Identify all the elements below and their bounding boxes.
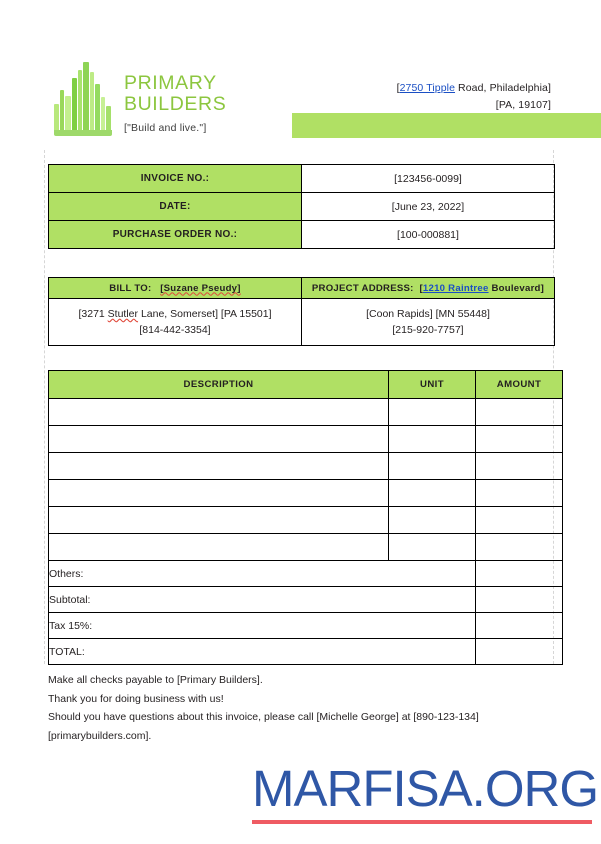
tax-label: Tax 15%: [49,613,476,639]
watermark-underline [252,820,592,824]
table-row [49,165,555,193]
bill-to-street-rest: Lane, Somerset] [PA 15501] [138,308,272,320]
company-name-block [124,73,226,136]
bill-to-project-table [48,277,555,346]
item-description-cell[interactable] [49,399,389,426]
bracket-open: [ [396,82,400,94]
company-address-line2: [PA, 19107] [495,99,551,111]
project-address-label: PROJECT ADDRESS: [311,282,414,294]
project-address-link[interactable]: 1210 Raintree [422,282,489,294]
item-amount-cell[interactable] [476,480,563,507]
page-guide-left [44,150,45,664]
purchase-order-label: PURCHASE ORDER NO.: [49,221,302,249]
tax-value[interactable] [476,613,563,639]
company-logo [52,62,226,136]
total-value[interactable] [476,639,563,665]
item-amount-cell[interactable] [476,534,563,561]
company-address-line1 [301,80,551,97]
header-accent-bar [292,113,601,138]
bill-to-street-prefix: [3271 [78,308,108,320]
notes-line-2: Thank you for doing business with us! [48,692,224,705]
column-header-description: DESCRIPTION [49,371,389,399]
item-unit-cell[interactable] [389,453,476,480]
invoice-notes [48,671,548,745]
site-watermark [252,760,599,824]
item-amount-cell[interactable] [476,426,563,453]
table-row [49,639,563,665]
table-row [49,534,563,561]
column-header-amount: AMOUNT [476,371,563,399]
item-unit-cell[interactable] [389,399,476,426]
invoice-meta-table [48,164,555,249]
company-address-line1-rest: Road, Philadelphia] [455,82,551,94]
invoice-no-value[interactable]: [123456-0099] [302,165,555,193]
bill-to-street-spell: Stutler [107,308,139,320]
date-value[interactable]: [June 23, 2022] [302,193,555,221]
item-amount-cell[interactable] [476,507,563,534]
item-description-cell[interactable] [49,480,389,507]
item-amount-cell[interactable] [476,453,563,480]
project-address-phone: [215-920-7757] [392,324,464,336]
bill-to-address[interactable] [49,299,302,346]
item-unit-cell[interactable] [389,534,476,561]
table-row [49,221,555,249]
others-value[interactable] [476,561,563,587]
table-row [49,193,555,221]
table-row [49,480,563,507]
item-description-cell[interactable] [49,453,389,480]
bill-to-phone: [814-442-3354] [139,324,211,336]
bracket-open: [ [419,282,423,294]
total-label: TOTAL: [49,639,476,665]
table-row [49,507,563,534]
company-address [301,80,551,114]
watermark-text: MARFISA.ORG [252,760,599,817]
table-row [49,426,563,453]
column-header-unit: UNIT [389,371,476,399]
bill-to-name[interactable]: [Suzane Pseudy] [160,282,241,294]
table-row [49,613,563,639]
bill-to-heading [49,278,302,299]
company-name-line2: BUILDERS [124,93,227,115]
table-row [49,453,563,480]
line-items-table [48,370,563,665]
item-description-cell[interactable] [49,426,389,453]
company-tagline: ["Build and live."] [124,122,207,134]
item-unit-cell[interactable] [389,426,476,453]
company-address-link[interactable]: 2750 Tipple [399,82,456,94]
item-unit-cell[interactable] [389,480,476,507]
project-address-heading-rest: Boulevard] [488,282,545,294]
subtotal-label: Subtotal: [49,587,476,613]
table-row [49,399,563,426]
project-address-line1: [Coon Rapids] [MN 55448] [366,308,490,320]
table-row [49,299,555,346]
others-label: Others: [49,561,476,587]
date-label: DATE: [49,193,302,221]
project-address-body[interactable] [302,299,555,346]
logo-base [54,130,112,136]
invoice-no-label: INVOICE NO.: [49,165,302,193]
company-name-line1: PRIMARY [124,72,217,94]
subtotal-value[interactable] [476,587,563,613]
notes-line-1: Make all checks payable to [Primary Builders]. [48,674,263,686]
notes-line-4: [primarybuilders.com]. [48,729,152,742]
item-unit-cell[interactable] [389,507,476,534]
table-header-row [49,371,563,399]
bill-to-address-line1 [49,306,301,322]
bill-to-label: BILL TO: [109,282,152,294]
project-address-heading [302,278,555,299]
item-description-cell[interactable] [49,507,389,534]
table-row [49,278,555,299]
purchase-order-value[interactable]: [100-000881] [302,221,555,249]
building-skyline-icon [52,62,114,136]
item-amount-cell[interactable] [476,399,563,426]
item-description-cell[interactable] [49,534,389,561]
table-row [49,561,563,587]
notes-line-3: Should you have questions about this invoice, please call [Michelle George] at [890-123-134] [48,711,479,723]
table-row [49,587,563,613]
